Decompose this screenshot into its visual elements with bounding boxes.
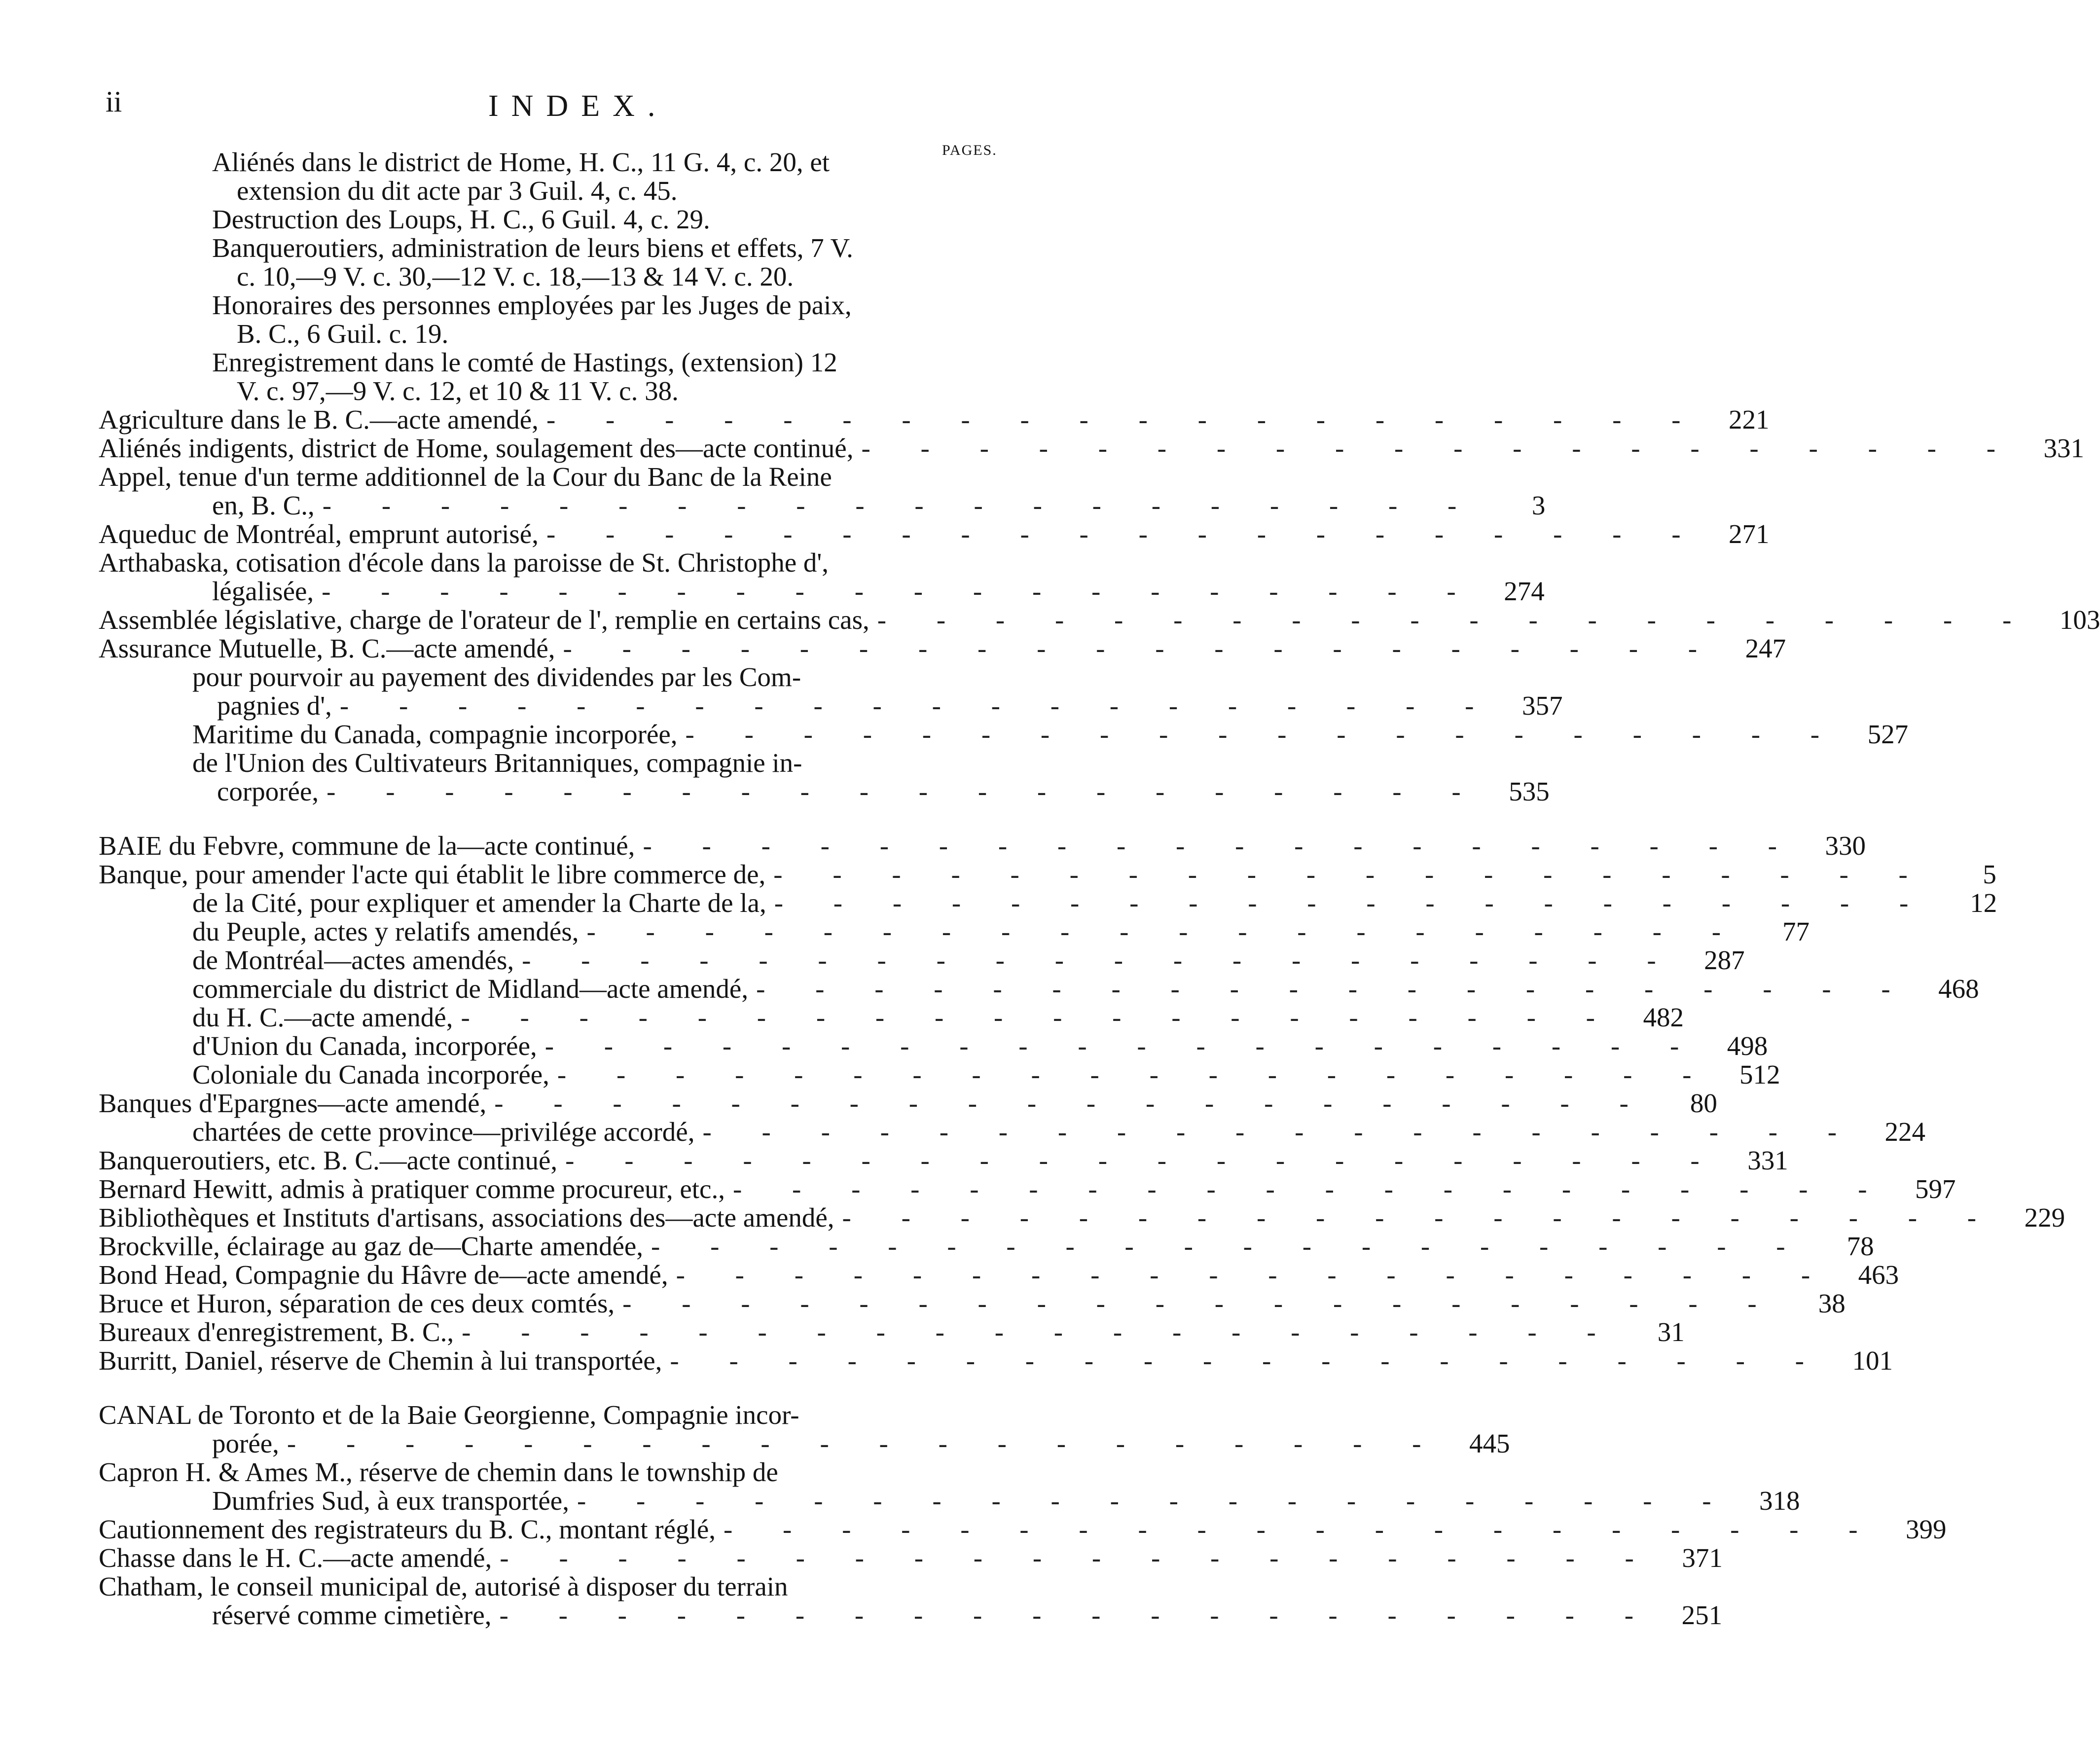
entry-text: Agriculture dans le B. C.—acte amendé, bbox=[99, 404, 539, 435]
leader-dots: - - - - - - - - - - - - - - - - - - - - bbox=[287, 1428, 1443, 1458]
leader-dots: - - - - - - - - - - - - - - - - - - - - bbox=[685, 719, 1842, 749]
entry-text: de la Cité, pour expliquer et amender la Charte de la, bbox=[192, 888, 766, 918]
index-entry-line bbox=[0, 1401, 981, 1429]
entry-text: Banque, pour amender l'acte qui établit le libre commerce de, bbox=[99, 859, 766, 889]
page-reference: 318 bbox=[1759, 1486, 1800, 1516]
index-entry bbox=[0, 633, 1786, 663]
entry-text: Bond Head, Compagnie du Hâvre de—acte amendé, bbox=[99, 1260, 668, 1290]
index-sections bbox=[0, 404, 2100, 1630]
index-entry bbox=[0, 1543, 1723, 1573]
page-reference: 399 bbox=[1906, 1514, 1947, 1544]
index-entry bbox=[0, 1486, 1800, 1516]
index-entry bbox=[0, 690, 1563, 721]
leader-dots: - - - - - - - - - - - - - - - - - - - - bbox=[522, 945, 1678, 975]
index-entry bbox=[0, 1317, 1685, 1347]
entry-text: du Peuple, actes y relatifs amendés, bbox=[192, 916, 579, 946]
page-reference: 12 bbox=[1970, 888, 1997, 918]
entry-text: Maritime du Canada, compagnie incorporée, bbox=[192, 719, 678, 749]
index-entry bbox=[0, 916, 1810, 946]
entry-text: de l'Union des Cultivateurs Britanniques, compagnie in- bbox=[192, 748, 802, 778]
leader-dots: - - - - - - - - - - - - - - - - - - - - bbox=[773, 859, 1929, 889]
entry-text: Brockville, éclairage au gaz de—Charte amendée, bbox=[99, 1231, 644, 1261]
leader-dots: - - - - - - - - - - - - - - - - - - - - bbox=[622, 1288, 1778, 1318]
page-number: ii bbox=[106, 85, 122, 118]
pages-column-heading: PAGES. bbox=[942, 142, 997, 158]
leader-dots: - - - - - - - - - - - - - - - - - - - - bbox=[322, 576, 1478, 606]
page-reference: 527 bbox=[1867, 719, 1909, 749]
entry-text: en, B. C., bbox=[212, 490, 315, 520]
page-reference: 482 bbox=[1643, 1002, 1684, 1032]
entry-text: Chasse dans le H. C.—acte amendé, bbox=[99, 1543, 492, 1573]
page-reference: 331 bbox=[1747, 1145, 1788, 1175]
entry-text: réservé comme cimetière, bbox=[212, 1600, 492, 1630]
page-reference: 224 bbox=[1884, 1117, 1926, 1147]
leader-dots: - - - - - - - - - - - - - - - - - - - - bbox=[462, 1317, 1618, 1347]
page-reference: 463 bbox=[1858, 1260, 1899, 1290]
page-reference: 512 bbox=[1739, 1059, 1780, 1090]
page-reference: 78 bbox=[1847, 1231, 1874, 1261]
index-entry bbox=[0, 719, 1909, 749]
index-entry bbox=[0, 1428, 1510, 1458]
entry-text: Dumfries Sud, à eux transportée, bbox=[212, 1486, 569, 1516]
entry-text: d'Union du Canada, incorporée, bbox=[192, 1031, 537, 1061]
leader-dots: - - - - - - - - - - - - - - - - - - - - bbox=[774, 888, 1930, 918]
page-reference: 445 bbox=[1469, 1428, 1510, 1458]
index-entry-line bbox=[0, 663, 981, 691]
continued-entry-line: c. 10,—9 V. c. 30,—12 V. c. 18,—13 & 14 V. c. 20. bbox=[237, 261, 794, 291]
entry-text: pagnies d', bbox=[217, 690, 332, 721]
page-reference: 468 bbox=[1938, 974, 1979, 1004]
index-entry bbox=[0, 1202, 2065, 1233]
page-reference: 371 bbox=[1682, 1543, 1723, 1573]
continued-entry-line: Aliénés dans le district de Home, H. C., 11 G. 4, c. 20, et bbox=[212, 147, 830, 177]
leader-dots: - - - - - - - - - - - - - - - - - - - - bbox=[546, 519, 1702, 549]
page-reference: 251 bbox=[1681, 1600, 1723, 1630]
page-reference: 31 bbox=[1657, 1317, 1685, 1347]
leader-dots: - - - - - - - - - - - - - - - - - - - - bbox=[461, 1002, 1617, 1032]
index-entry bbox=[0, 831, 1866, 861]
leader-dots: - - - - - - - - - - - - - - - - - - - - bbox=[565, 1145, 1721, 1175]
entry-text: Burritt, Daniel, réserve de Chemin à lui transportée, bbox=[99, 1345, 662, 1376]
entry-text: légalisée, bbox=[212, 576, 314, 606]
entry-text: BAIE du Febvre, commune de la—acte continué, bbox=[99, 831, 635, 861]
page-reference: 77 bbox=[1782, 916, 1810, 946]
page-reference: 357 bbox=[1521, 690, 1563, 721]
leader-dots: - - - - - - - - - - - - - - - - - - - - bbox=[702, 1117, 1859, 1147]
leader-dots: - - - - - - - - - - - - - - - - - - - - bbox=[499, 1600, 1656, 1630]
leader-dots: - - - - - - - - - - - - - - - - - - - - bbox=[339, 690, 1496, 721]
leader-dots: - - - - - - - - - - - - - - - - - - - - bbox=[676, 1260, 1832, 1290]
page-reference: 247 bbox=[1745, 633, 1786, 663]
entry-text: Bernard Hewitt, admis à pratiquer comme procureur, etc., bbox=[99, 1174, 725, 1204]
index-entry bbox=[0, 859, 1996, 889]
index-entry-line bbox=[0, 749, 981, 777]
index-entry bbox=[0, 519, 1770, 549]
page-reference: 331 bbox=[2043, 433, 2085, 463]
index-entry bbox=[0, 1174, 1956, 1204]
index-entry-line bbox=[0, 548, 981, 577]
page-reference: 330 bbox=[1825, 831, 1866, 861]
entry-text: porée, bbox=[212, 1428, 279, 1458]
page-reference: 274 bbox=[1504, 576, 1545, 606]
leader-dots: - - - - - - - - - - - - - - - - - - - - bbox=[670, 1345, 1826, 1376]
page-reference: 38 bbox=[1818, 1288, 1846, 1318]
continued-entry-line: Banqueroutiers, administration de leurs biens et effets, 7 V. bbox=[212, 233, 853, 263]
entry-text: CANAL de Toronto et de la Baie Georgienne, Compagnie incor- bbox=[99, 1400, 799, 1430]
index-entry-line bbox=[0, 463, 981, 491]
page-reference: 498 bbox=[1727, 1031, 1768, 1061]
index-entry-line bbox=[0, 1458, 981, 1487]
leader-dots: - - - - - - - - - - - - - - - - - - - - bbox=[494, 1088, 1650, 1118]
index-entry bbox=[0, 1231, 1874, 1261]
entry-text: Bureaux d'enregistrement, B. C., bbox=[99, 1317, 454, 1347]
entry-text: Aqueduc de Montréal, emprunt autorisé, bbox=[99, 519, 539, 549]
continued-entry-line: B. C., 6 Guil. c. 19. bbox=[237, 319, 449, 349]
index-entry-line bbox=[0, 1572, 981, 1601]
entry-text: Banqueroutiers, etc. B. C.—acte continué, bbox=[99, 1145, 558, 1175]
page-reference: 103 bbox=[2059, 605, 2100, 635]
entry-text: Bruce et Huron, séparation de ces deux comtés, bbox=[99, 1288, 615, 1318]
index-entry bbox=[0, 888, 1997, 918]
page-title: INDEX. bbox=[488, 89, 668, 123]
index-entry bbox=[0, 1059, 1780, 1090]
entry-text: Cautionnement des registrateurs du B. C., montant réglé, bbox=[99, 1514, 716, 1544]
index-entry bbox=[0, 1345, 1893, 1376]
leader-dots: - - - - - - - - - - - - - - - - - - - - bbox=[842, 1202, 1998, 1233]
index-entry bbox=[0, 404, 1770, 435]
entry-text: Coloniale du Canada incorporée, bbox=[192, 1059, 549, 1090]
continued-entry-line: extension du dit acte par 3 Guil. 4, c. 45. bbox=[237, 176, 678, 206]
page-reference: 229 bbox=[2024, 1202, 2065, 1233]
entry-text: Assemblée législative, charge de l'orateur de l', remplie en certains cas, bbox=[99, 605, 869, 635]
entry-text: Aliénés indigents, district de Home, soulagement des—acte continué, bbox=[99, 433, 854, 463]
continued-entry-line: Honoraires des personnes employées par les Juges de paix, bbox=[212, 290, 852, 320]
leader-dots: - - - - - - - - - - - - - - - - - - - - bbox=[861, 433, 2018, 463]
index-entry bbox=[0, 1145, 1788, 1175]
leader-dots: - - - - - - - - - - - - - - - - - - - - bbox=[563, 633, 1719, 663]
section-gap bbox=[0, 1375, 1070, 1401]
entry-text: Capron H. & Ames M., réserve de chemin dans le township de bbox=[99, 1457, 778, 1487]
page-reference: 535 bbox=[1509, 776, 1550, 806]
index-entry bbox=[0, 1031, 1768, 1061]
index-entry bbox=[0, 945, 1745, 975]
continued-entry-line: Destruction des Loups, H. C., 6 Guil. 4, c. 29. bbox=[212, 204, 710, 234]
leader-dots: - - - - - - - - - - - - - - - - - - - - bbox=[586, 916, 1743, 946]
entry-text: Arthabaska, cotisation d'école dans la paroisse de St. Christophe d', bbox=[99, 547, 829, 578]
leader-dots: - - - - - - - - - - - - - - - - - - - - bbox=[544, 1031, 1701, 1061]
page-reference: 597 bbox=[1915, 1174, 1956, 1204]
index-entry bbox=[0, 1600, 1723, 1630]
leader-dots: - - - - - - - - - - - - - - - - - - - - bbox=[322, 490, 1479, 520]
entry-text: Bibliothèques et Instituts d'artisans, associations des—acte amendé, bbox=[99, 1202, 834, 1233]
index-entry bbox=[0, 1088, 1717, 1118]
index-entry bbox=[0, 776, 1550, 806]
leader-dots: - - - - - - - - - - - - - - - - - - - - bbox=[877, 605, 2033, 635]
leader-dots: - - - - - - - - - - - - - - - - - - - - bbox=[546, 404, 1702, 435]
page-reference: 271 bbox=[1729, 519, 1770, 549]
page-reference: 80 bbox=[1690, 1088, 1717, 1118]
continued-entry-line: V. c. 97,—9 V. c. 12, et 10 & 11 V. c. 38. bbox=[237, 376, 679, 406]
index-entry bbox=[0, 1260, 1899, 1290]
entry-text: Chatham, le conseil municipal de, autorisé à disposer du terrain bbox=[99, 1571, 788, 1601]
page-reference: 287 bbox=[1704, 945, 1745, 975]
entry-text: Banques d'Epargnes—acte amendé, bbox=[99, 1088, 487, 1118]
section-gap bbox=[0, 806, 1070, 832]
leader-dots: - - - - - - - - - - - - - - - - - - - - bbox=[651, 1231, 1807, 1261]
page-reference: 3 bbox=[1531, 490, 1546, 520]
index-entry bbox=[0, 1117, 1926, 1147]
entry-text: de Montréal—actes amendés, bbox=[192, 945, 514, 975]
leader-dots: - - - - - - - - - - - - - - - - - - - - bbox=[756, 974, 1912, 1004]
leader-dots: - - - - - - - - - - - - - - - - - - - - bbox=[732, 1174, 1889, 1204]
leader-dots: - - - - - - - - - - - - - - - - - - - - bbox=[500, 1543, 1656, 1573]
continued-entries bbox=[0, 148, 1070, 405]
index-entry bbox=[0, 490, 1546, 520]
continued-entry-line: Enregistrement dans le comté de Hastings, (extension) 12 bbox=[212, 347, 837, 377]
index-entry bbox=[0, 605, 2100, 635]
entry-text: du H. C.—acte amendé, bbox=[192, 1002, 453, 1032]
leader-dots: - - - - - - - - - - - - - - - - - - - - bbox=[577, 1486, 1733, 1516]
index-entry bbox=[0, 1002, 1684, 1032]
leader-dots: - - - - - - - - - - - - - - - - - - - - bbox=[643, 831, 1799, 861]
entry-text: Assurance Mutuelle, B. C.—acte amendé, bbox=[99, 633, 555, 663]
entry-text: pour pourvoir au payement des dividendes par les Com- bbox=[192, 662, 801, 692]
entry-text: Appel, tenue d'un terme additionnel de la Cour du Banc de la Reine bbox=[99, 462, 832, 492]
leader-dots: - - - - - - - - - - - - - - - - - - - - bbox=[557, 1059, 1713, 1090]
entry-text: chartées de cette province—privilége accordé, bbox=[192, 1117, 695, 1147]
index-entry bbox=[0, 576, 1545, 606]
entry-text: commerciale du district de Midland—acte amendé, bbox=[192, 974, 749, 1004]
entry-text: corporée, bbox=[217, 776, 319, 806]
leader-dots: - - - - - - - - - - - - - - - - - - - - bbox=[326, 776, 1483, 806]
index-entry bbox=[0, 433, 2085, 463]
index-entry bbox=[0, 974, 1979, 1004]
index-entry bbox=[0, 1288, 1846, 1318]
leader-dots: - - - - - - - - - - - - - - - - - - - - bbox=[723, 1514, 1880, 1544]
page-reference: 101 bbox=[1852, 1345, 1893, 1376]
page-reference: 5 bbox=[1983, 859, 1996, 889]
page-reference: 221 bbox=[1729, 404, 1770, 435]
index-entry bbox=[0, 1514, 1947, 1544]
